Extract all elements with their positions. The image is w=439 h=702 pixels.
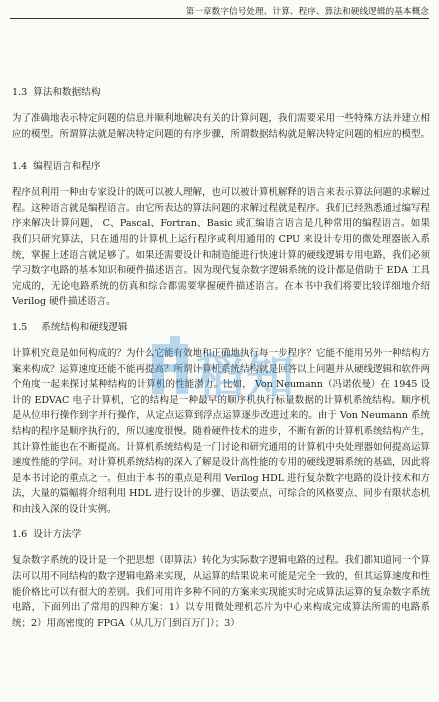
page-header: [0, 0, 439, 22]
section-1-3: [12, 86, 430, 142]
paragraph: 复杂数字系统的设计是一个把思想（即算法）转化为实际数字逻辑电路的过程。我们都知道同一个算法可以用不同结构的数字逻辑电路来实现，从运算的结果说来可能是完全一致的，但其运算速度和性能价格比可以有很大的差别。我们可用许多种不同的方案来实现能实时完成算法运算的复杂数字系统电路，下面列出了常用的四种方案：1）以专用微处理机芯片为中心来构成完成算法所需的电路系统；2）用高密度的 FPGA（从几万门到百万门）；3）: [12, 555, 431, 629]
header-rule: [10, 18, 429, 19]
section-1-5: [12, 321, 430, 518]
section-number: 1.5: [12, 321, 28, 333]
section-number: 1.4: [12, 161, 28, 173]
paragraph: 为了准确地表示特定问题的信息并顺利地解决有关的计算问题，我们需要采用一些特殊方法并建立相应的模型。所谓算法就是解决特定问题的有序步骤，所谓数据结构就是解决特定问题的相应的模型。: [12, 113, 431, 140]
section-title: 算法和数据结构: [33, 87, 101, 98]
section-title: 系统结构和硬线逻辑: [41, 321, 128, 333]
section-heading: [12, 160, 430, 174]
section-1-4: [12, 160, 430, 310]
section-number: 1.3: [12, 87, 28, 98]
paragraph: 程序员利用一种由专家设计的既可以被人理解，也可以被计算机解释的语言来表示算法问题的求解过程。这种语言就是编程语言。由它所表达的算法问题的求解过程就是程序。我们已经熟悉通过编写程序来解决计算问题， C、Pascal、Fortran、Basic 或汇编语言语言是几种常用的编程语言。如果我们只研究算法，只在通用的计算机上运行程序或利用通用的 CPU 来设计专用的微处理器嵌入系统，掌握上述语言就足够了。如果还需要设计和制造能进行快速计算的硬线逻辑专用电路，我们必须学习数字电路的基本知识和硬件描述语言。因为现代复杂数字逻辑系统的设计都是借助于 EDA 工具完成的，无论电路系统的仿真和综合都需要掌握硬件描述语言。在本书中我们将要比较详细地介绍 Verilog 硬件描述语言。: [12, 187, 431, 308]
page-body: [12, 86, 430, 642]
watermark-text: 稻知: [196, 349, 297, 405]
section-number: 1.6: [12, 529, 28, 541]
section-title: 编程语言和程序: [33, 161, 101, 173]
paragraph: 计算机究竟是如何构成的？为什么它能有效地和正确地执行每一步程序？它能不能用另外一种结构方案来构成？运算速度还能不能再提高？所谓计算机系统结构就是回答以上问题并从硬线逻辑和软件两个角度一起来探讨某种结构的计算机的性能潜力。比如， Von Neumann（冯诺依曼）在 1945 设计的 EDVAC 电子计算机，它的结构是一种最早的顺序机执行标量数据的计算机系统结构。顺序机是从位串行操作到字并行操作，从定点运算到浮点运算逐步改进过来的。由于 Von Neumann 系统结构的程序是顺序执行的，所以速度很慢。随着硬件技术的进步，不断有新的计算机系统结构产生，其计算性能也在不断提高。计算机系统结构是一门讨论和研究通用的计算机中央处理器如何提高运算速度性能的学问。对计算机系统结构的深入了解是设计高性能的专用的硬线逻辑系统的基础，因此将是本书讨论的重点之一。但由于本书的重点是利用 Verilog HDL 进行复杂数字电路的设计技术和方法，大量的篇幅将介绍利用 HDL 进行设计的步骤、语法要点、可综合的风格要点、同步有限状态机和由浅入深的设计实例。: [12, 347, 431, 515]
section-heading: [12, 528, 430, 542]
running-title: 第一章数字信号处理、计算、程序、算法和硬线逻辑的基本概念: [185, 7, 429, 17]
section-1-6: [12, 528, 430, 631]
section-heading: [12, 86, 430, 100]
section-heading: [12, 321, 430, 335]
section-title: 设计方法学: [33, 529, 82, 541]
